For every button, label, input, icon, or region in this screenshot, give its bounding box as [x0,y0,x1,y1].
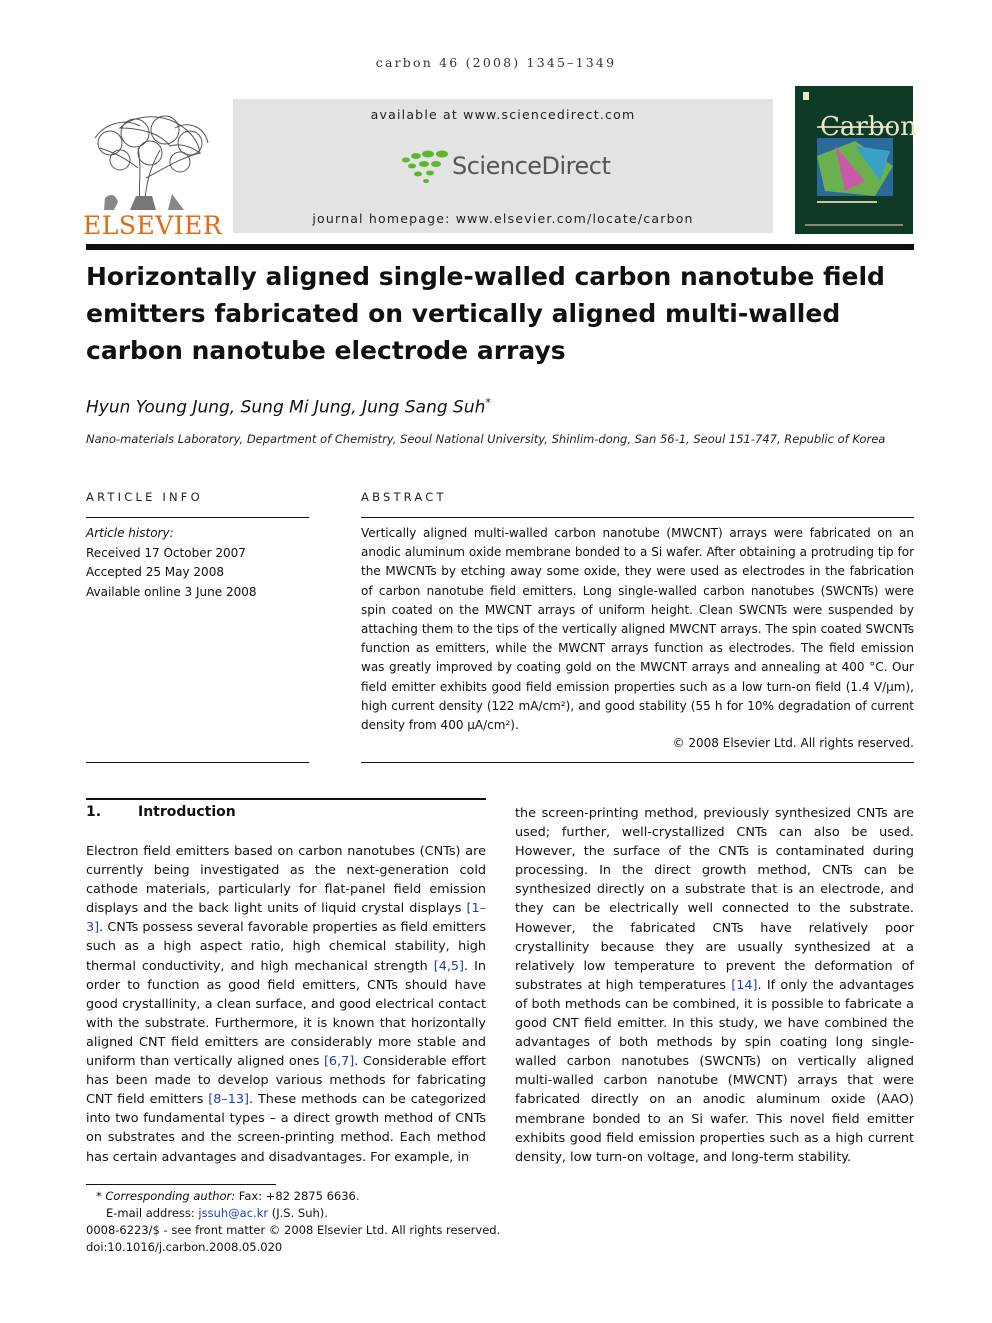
body-text: . Considerable effort has been made to develop various methods for fabricating CNT field emitters [86,1054,486,1108]
header-rule [86,244,914,250]
intro-column-1 [86,842,486,1167]
article-info-label: ARTICLE INFO [86,490,203,504]
doi-line[interactable]: doi:10.1016/j.carbon.2008.05.020 [86,1240,283,1254]
body-text: the screen-printing method, previously synthesized CNTs are used; further, well-crystallized CNTs can also be used. However, the surface of the CNTs is contaminated during processing. In the direct growth method, CNTs can be synthesized directly on a substrate that is an electrode, and they can be electrically well connected to the substrate. However, the fabricated CNTs have relatively poor crystallinity because they are usually synthesized at a relatively low temperature to prevent the deformation of substrates at high temperatures [515,806,914,993]
citation-link[interactable]: [4,5] [433,958,465,974]
article-info-bottom-rule [86,762,309,763]
body-text: . These methods can be categorized into two fundamental types – a direct growth method of CNTs on substrates and the screen-printing method. Each method has certain advantages and disadvantages. For example, in [86,1092,486,1165]
abstract-bottom-rule [361,762,914,763]
accepted-date: Accepted 25 May 2008 [86,565,224,579]
citation-link[interactable]: [14] [731,977,758,993]
journal-cover [795,86,913,234]
title-line: carbon nanotube electrode arrays [86,336,566,365]
abstract-rule [361,517,914,518]
body-text: . In order to function as good field emitters, CNTs should have good crystallinity, a clean surface, and good electrical contact with the substrate. Furthermore, it is known that horizontally aligned CNT field emitters are considerably more stable and uniform than vertically aligned ones [86,958,486,1070]
footnotes [86,1188,586,1256]
corresponding-mark[interactable]: * [485,396,491,409]
intro-column-2 [515,804,914,1167]
body-text: . If only the advantages of both methods can be combined, it is possible to fabricate a good CNT field emitter. In this study, we have combined the advantages of both methods by spin coating long single-walled carbon nanotubes (SWCNTs) on vertically aligned multi-walled carbon nanotube (MWCNT) arrays that were fabricated directly on an anodic aluminum oxide (AAO) membrane bonded to an Si wafer. This novel field emitter exhibits good field emission properties such as a high current density, low turn-on voltage, and long-term stability. [515,977,914,1165]
cover-title: Carbon [820,112,917,142]
body-text: Electron field emitters based on carbon nanotubes (CNTs) are currently being investigated as the next-generation cold cathode materials, particularly for flat-panel field emission displays and the back light units of liquid crystal displays [86,844,486,917]
publisher-name: ELSEVIER [83,211,223,240]
citation-link[interactable]: [6,7] [323,1054,355,1070]
article-history [86,524,311,602]
journal-homepage-line[interactable]: journal homepage: www.elsevier.com/locate/carbon [312,211,694,226]
running-head: carbon 46 (2008) 1345–1349 [375,55,617,70]
cover-artwork [795,86,913,234]
email-link[interactable]: jssuh@ac.kr [198,1206,269,1220]
citation-link[interactable]: [8–13] [208,1092,250,1108]
title-line: Horizontally aligned single-walled carbon nanotube field [86,262,885,291]
received-date: Received 17 October 2007 [86,545,246,560]
availability-line[interactable]: available at www.sciencedirect.com [370,107,636,122]
author-list [86,396,916,418]
title-line: emitters fabricated on vertically aligned multi-walled [86,299,841,328]
abstract-label: ABSTRACT [361,490,447,504]
abstract-copyright: © 2008 Elsevier Ltd. All rights reserved. [672,736,914,750]
issn-line: 0008-6223/$ - see front matter © 2008 Elsevier Ltd. All rights reserved. [86,1223,501,1237]
citation-link[interactable]: [1–3] [86,901,486,936]
intro-heading [86,804,486,820]
corresponding-label: Corresponding author: [105,1189,236,1203]
affiliation: Nano-materials Laboratory, Department of Chemistry, Seoul National University, Shinlim-dong, San 56-1, Seoul 151-747, Republic of Korea [86,432,886,446]
email-suffix: (J.S. Suh). [268,1206,328,1220]
abstract-text: Vertically aligned multi-walled carbon nanotube (MWCNT) arrays were fabricated on an anodic aluminum oxide membrane bonded to a Si wafer. After obtaining a protruding tip for the MWCNTs by etching away some oxide, they were used as electrodes in the fabrication of carbon nanotube field emitters. Long single-walled carbon nanotubes (SWCNTs) were spin coated on the MWCNT arrays of uniform height. Clean SWCNTs were suspended by attaching them to the tips of the vertically aligned MWCNT arrays. The spin coated SWCNTs function as emitters, while the MWCNT arrays function as electrodes. The field emission was greatly improved by coating gold on the MWCNT arrays and annealing at 400 °C. Our field emitter exhibits good field emission properties such as a low turn-on field (1.4 V/μm), high current density (122 mA/cm²), and good stability (55 h for 10% degradation of current density from 400 μA/cm²). [361,526,914,733]
article-info-rule [86,517,309,518]
email-label: E-mail address: [106,1206,199,1220]
section-number: 1. [86,804,102,820]
section-title: Introduction [138,804,236,820]
history-label: Article history: [86,526,174,540]
body-text: . CNTs possess several favorable properties as field emitters such as a high aspect ratio, high chemical stability, high thermal conductivity, and high mechanical strength [86,920,486,974]
footnote-mark: * [96,1189,102,1203]
authors-text: Hyun Young Jung, Sung Mi Jung, Jung Sang Suh [86,397,486,418]
corresponding-author-note [86,1188,586,1205]
article-title [86,258,916,369]
online-date: Available online 3 June 2008 [86,584,257,599]
sciencedirect-brand: ScienceDirect [452,152,611,180]
footnote-rule [86,1184,276,1185]
intro-rule [86,798,486,800]
email-note [86,1205,586,1222]
fax-text: Fax: +82 2875 6636. [235,1189,360,1203]
